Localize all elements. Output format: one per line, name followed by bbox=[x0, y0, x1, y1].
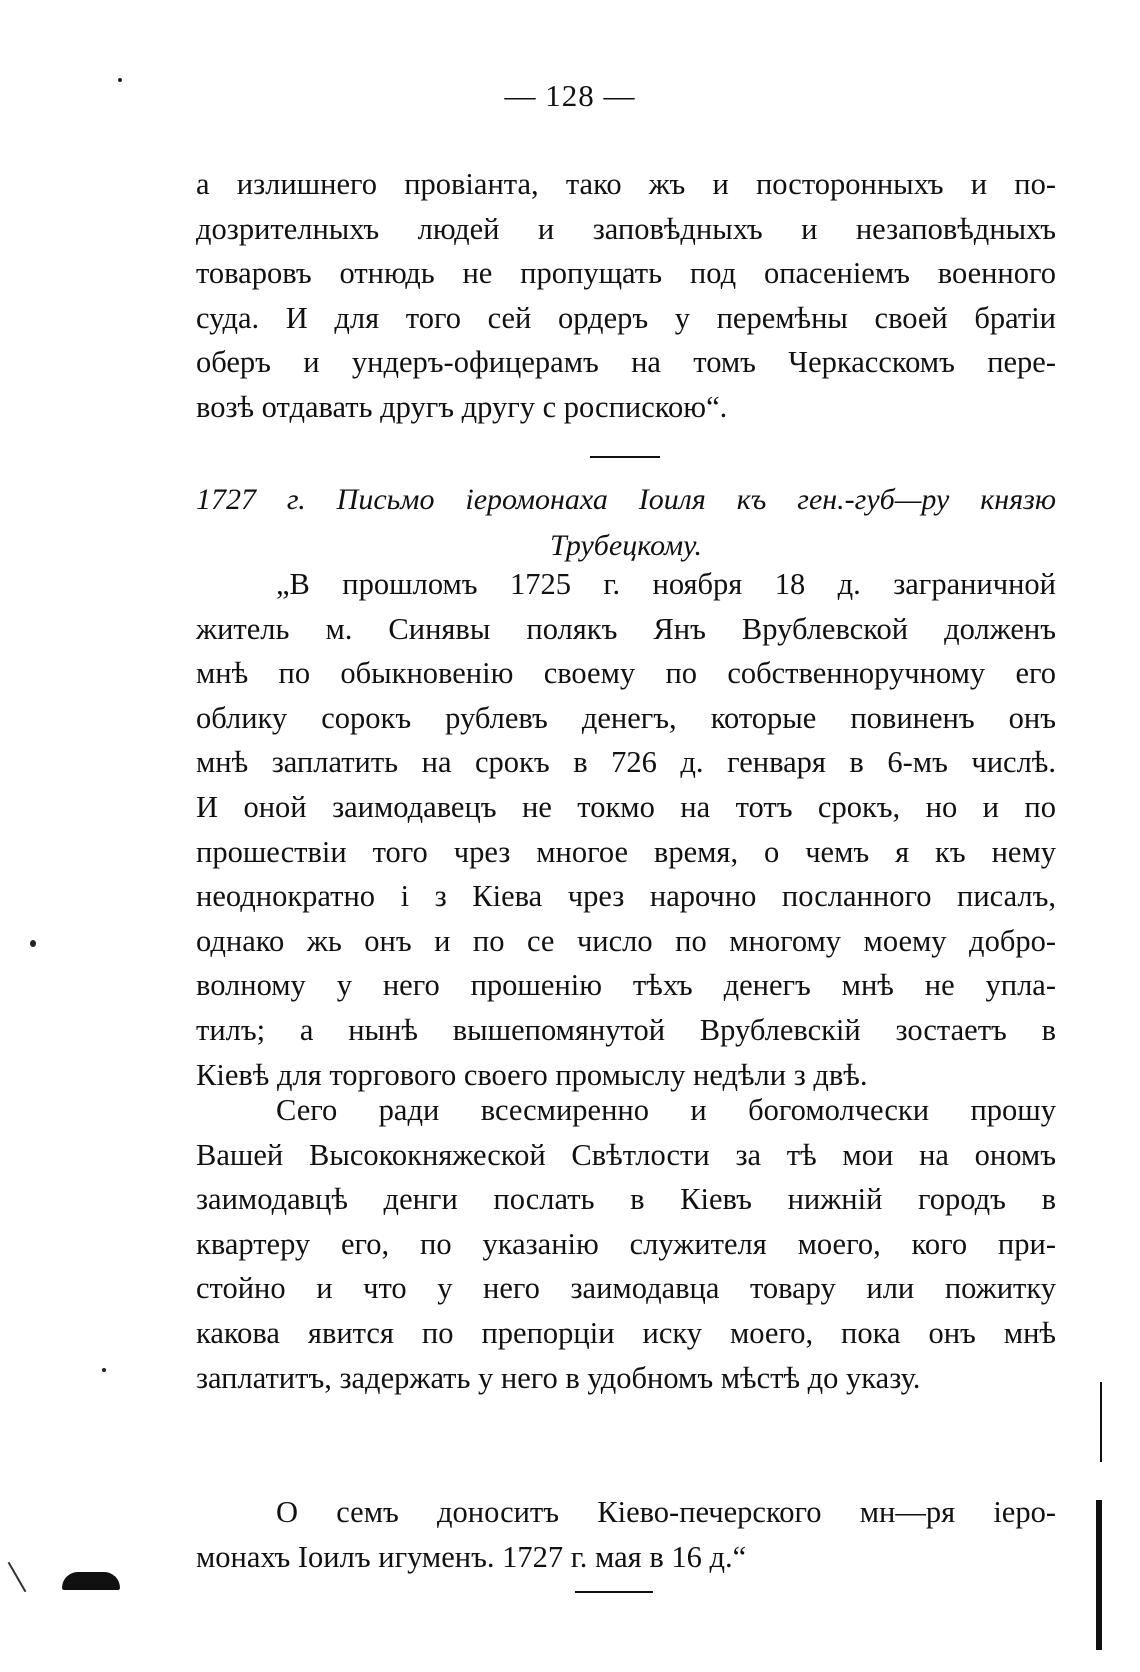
text-line: Вашей Высококняжеской Свѣтлости за тѣ мои на ономъ bbox=[196, 1137, 1056, 1172]
text-line: прошествіи того чрез многое время, о чемъ я къ нему bbox=[196, 834, 1056, 869]
text-line: а излишнего провіанта, тако жъ и посторонныхъ и по- bbox=[196, 167, 1056, 201]
letter-paragraph bbox=[196, 1088, 1056, 1400]
text-line: „В прошломъ 1725 г. ноября 18 д. заграничной bbox=[276, 567, 1056, 601]
scan-mark bbox=[8, 1562, 27, 1592]
text-line: мнѣ заплатить на срокъ в 726 д. генваря в 6-мъ числѣ. bbox=[196, 745, 1056, 780]
text-line: волному у него прошенію тѣхъ денегъ мнѣ не упла- bbox=[196, 968, 1056, 1003]
text-line: тилъ; а нынѣ вышепомянутой Врублевскій зостаетъ в bbox=[196, 1012, 1056, 1047]
text-line: облику сорокъ рублевъ денегъ, которые повиненъ онъ bbox=[196, 700, 1056, 735]
document-heading bbox=[196, 477, 1056, 569]
scan-edge-mark bbox=[1096, 1500, 1102, 1650]
text-line: заимодавцѣ денги послать в Кіевъ нижній городъ в bbox=[196, 1182, 1056, 1217]
text-line: монахъ Іоилъ игуменъ. 1727 г. мая в 16 д.“ bbox=[196, 1539, 747, 1574]
text-line: О семъ доноситъ Кіево-печерского мн—ря іеро- bbox=[276, 1495, 1056, 1529]
text-line: суда. И для того сей ордеръ у перемѣны своей братіи bbox=[196, 300, 1056, 335]
paragraph-continuation bbox=[196, 162, 1056, 430]
end-divider bbox=[575, 1591, 653, 1593]
scan-edge-mark bbox=[1100, 1382, 1102, 1462]
text-line: мнѣ по обыкновенію своему по собственноручному его bbox=[196, 656, 1056, 691]
text-line: Сего ради всесмиренно и богомолчески прошу bbox=[276, 1093, 1056, 1127]
text-line: возѣ отдавать другъ другу с роспискою“. bbox=[196, 389, 728, 424]
letter-paragraph bbox=[196, 562, 1056, 1097]
text-line: какова явится по препорціи иску моего, пока онъ мнѣ bbox=[196, 1315, 1056, 1350]
text-line: Кіевѣ для торгового своего промыслу недѣли з двѣ. bbox=[196, 1057, 868, 1092]
letter-signature-paragraph bbox=[196, 1490, 1056, 1579]
text-line: житель м. Синявы полякъ Янъ Врублевской долженъ bbox=[196, 611, 1056, 646]
text-line: квартеру его, по указанію служителя моего, кого при- bbox=[196, 1226, 1056, 1261]
text-line: оберъ и ундеръ-офицерамъ на томъ Черкасскомъ пере- bbox=[196, 345, 1056, 380]
scan-speck bbox=[30, 940, 36, 947]
scan-speck bbox=[102, 1368, 106, 1372]
scan-speck bbox=[118, 78, 122, 82]
page-number: — 128 — bbox=[504, 78, 636, 113]
text-line: однако жь онъ и по се число по многому моему добро- bbox=[196, 923, 1056, 958]
text-line: неоднократно і з Кіева чрез нарочно посланного писалъ, bbox=[196, 879, 1056, 914]
ink-blot bbox=[62, 1572, 120, 1590]
section-divider bbox=[590, 456, 660, 458]
heading-line: Трубецкому. bbox=[549, 529, 703, 562]
text-line: И оной заимодавецъ не токмо на тотъ срокъ, но и по bbox=[196, 789, 1056, 824]
text-line: заплатитъ, задержать у него в удобномъ мѣстѣ до указу. bbox=[196, 1360, 921, 1395]
text-line: дозрителныхъ людей и заповѣдныхъ и незаповѣдныхъ bbox=[196, 211, 1056, 246]
heading-line: 1727 г. Письмо іеромонаха Іоиля къ ген.-губ—ру князю bbox=[196, 483, 1056, 516]
text-line: товаровъ отнюдь не пропущать под опасеніемъ военного bbox=[196, 256, 1056, 291]
text-line: стойно и что у него заимодавца товару или пожитку bbox=[196, 1271, 1056, 1306]
